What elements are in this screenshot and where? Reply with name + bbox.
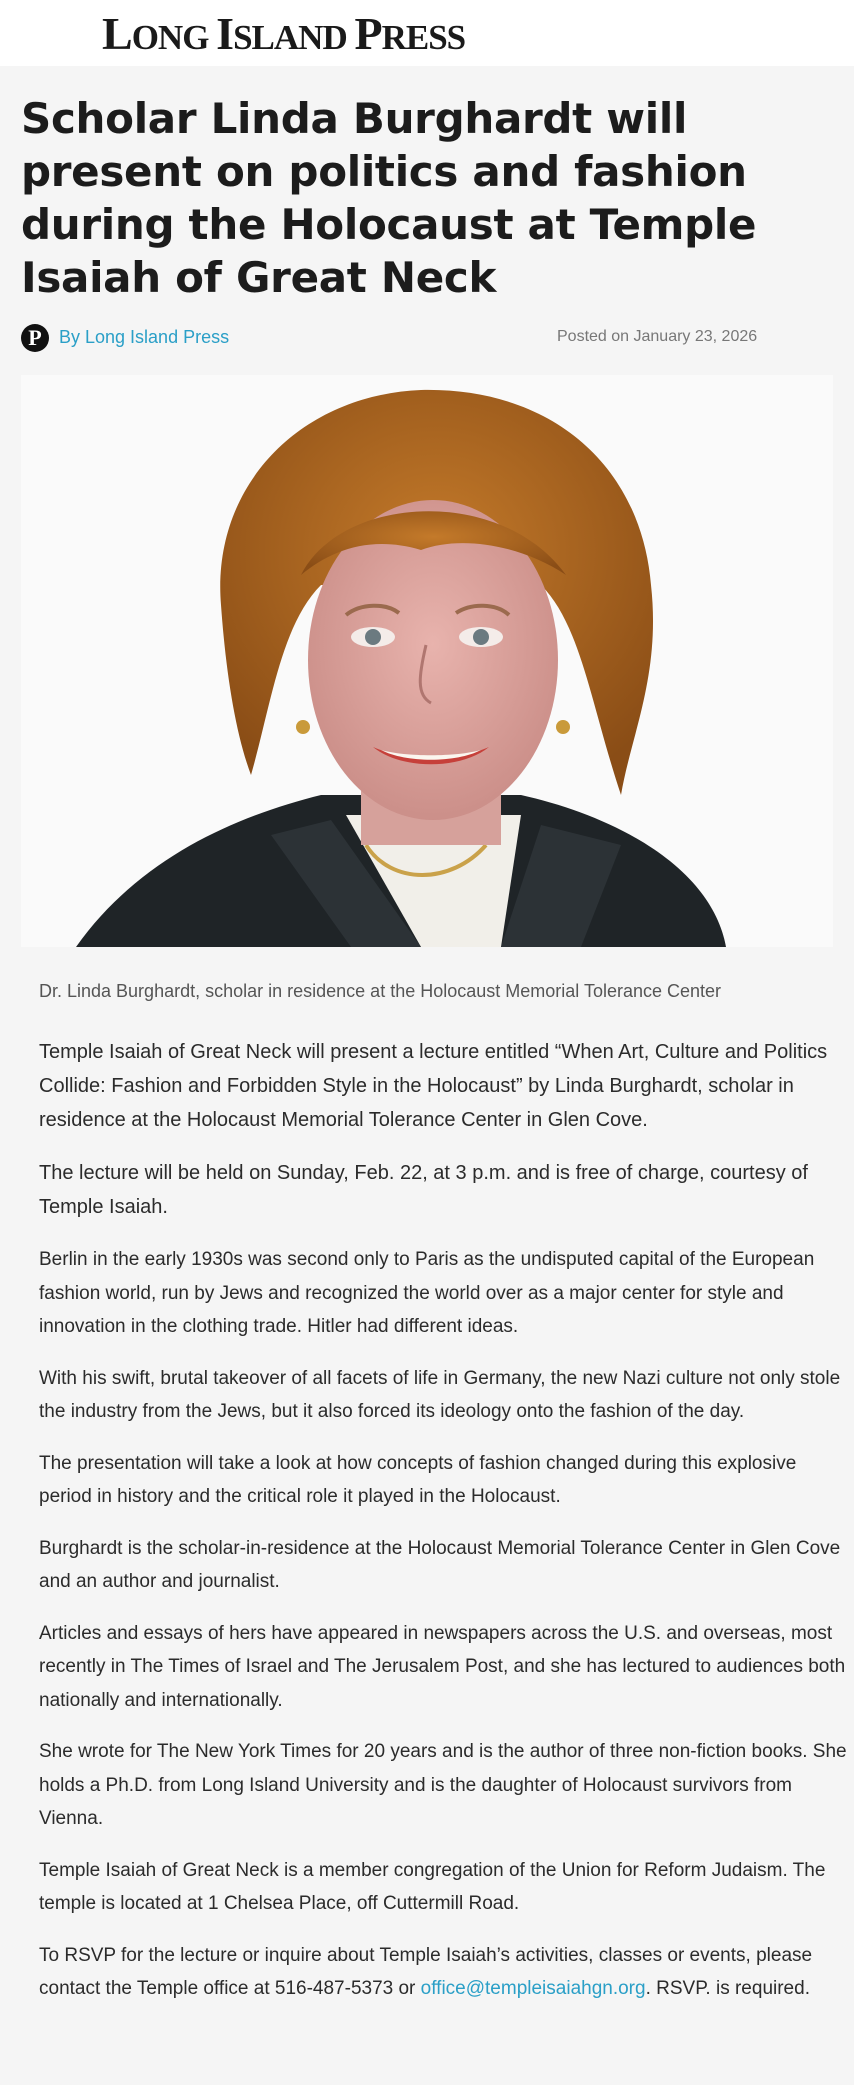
paragraph: The presentation will take a look at how concepts of fashion changed during this explosive period in history and the critical role it played in the Holocaust. [39, 1452, 797, 1507]
paragraph: Temple Isaiah of Great Neck will present a lecture entitled “When Art, Culture and Politics Collide: Fashion and Forbidden Style in the Holocaust” by Linda Burghardt, scholar in residence at the Holocaust Memorial Tolerance Center in Glen Cove. [39, 1041, 828, 1131]
logo-letter: P [354, 8, 382, 59]
photo-caption: Dr. Linda Burghardt, scholar in residence at the Holocaust Memorial Tolerance Center [39, 981, 722, 1001]
logo-text: SLAND [233, 18, 355, 57]
logo-letter: I [216, 8, 234, 59]
site-logo[interactable] [102, 10, 465, 69]
paragraph: Articles and essays of hers have appeared in newspapers across the U.S. and overseas, most recently in The Times of Israel and The Jerusalem Post, and she has lectured to audiences both nationally and internationally. [39, 1622, 846, 1711]
byline [21, 323, 833, 353]
logo-letter: L [102, 8, 132, 59]
rsvp-paragraph [39, 1939, 849, 2006]
posted-date: Posted on January 23, 2026 [557, 328, 758, 345]
author-logo-icon[interactable] [21, 324, 49, 352]
article-photo [21, 375, 833, 947]
rsvp-text: To RSVP for the lecture or inquire about Temple Isaiah’s activities, classes or events, please contact the Temple office at 516-487-5373 or [39, 1944, 813, 1999]
logo-text: ONG [131, 18, 217, 57]
paragraph: With his swift, brutal takeover of all facets of life in Germany, the new Nazi culture not only stole the industry from the Jews, but it also forced its ideology onto the fashion of the day. [39, 1367, 841, 1422]
logo-text: RESS [381, 18, 466, 57]
paragraph: The lecture will be held on Sunday, Feb. 22, at 3 p.m. and is free of charge, courtesy of Temple Isaiah. [39, 1162, 808, 1218]
rsvp-text-end: . RSVP. is required. [645, 1978, 810, 1999]
portrait-illustration [21, 375, 833, 947]
paragraph: Berlin in the early 1930s was second only to Paris as the undisputed capital of the European fashion world, run by Jews and recognized the world over as a major center for style and innovation in the clothing trade. Hitler had different ideas. [39, 1249, 815, 1337]
article-body [39, 1035, 849, 2024]
paragraph: Temple Isaiah of Great Neck is a member congregation of the Union for Reform Judaism. The temple is located at 1 Chelsea Place, off Cuttermill Road. [39, 1859, 826, 1914]
paragraph: She wrote for The New York Times for 20 years and is the author of three non-fiction books. She holds a Ph.D. from Long Island University and is the daughter of Holocaust survivors from Vienna. [39, 1741, 847, 1829]
author-logo-letter: P [28, 325, 42, 350]
rsvp-email-link[interactable]: office@templeisaiahgn.org [420, 1978, 646, 1999]
author-link[interactable]: By Long Island Press [59, 327, 230, 347]
article-title: Scholar Linda Burghardt will present on politics and fashion during the Holocaust at Temple Isaiah of Great Neck [21, 94, 757, 302]
site-header [0, 0, 854, 66]
paragraph: Burghardt is the scholar-in-residence at the Holocaust Memorial Tolerance Center in Glen Cove and an author and journalist. [39, 1537, 841, 1592]
